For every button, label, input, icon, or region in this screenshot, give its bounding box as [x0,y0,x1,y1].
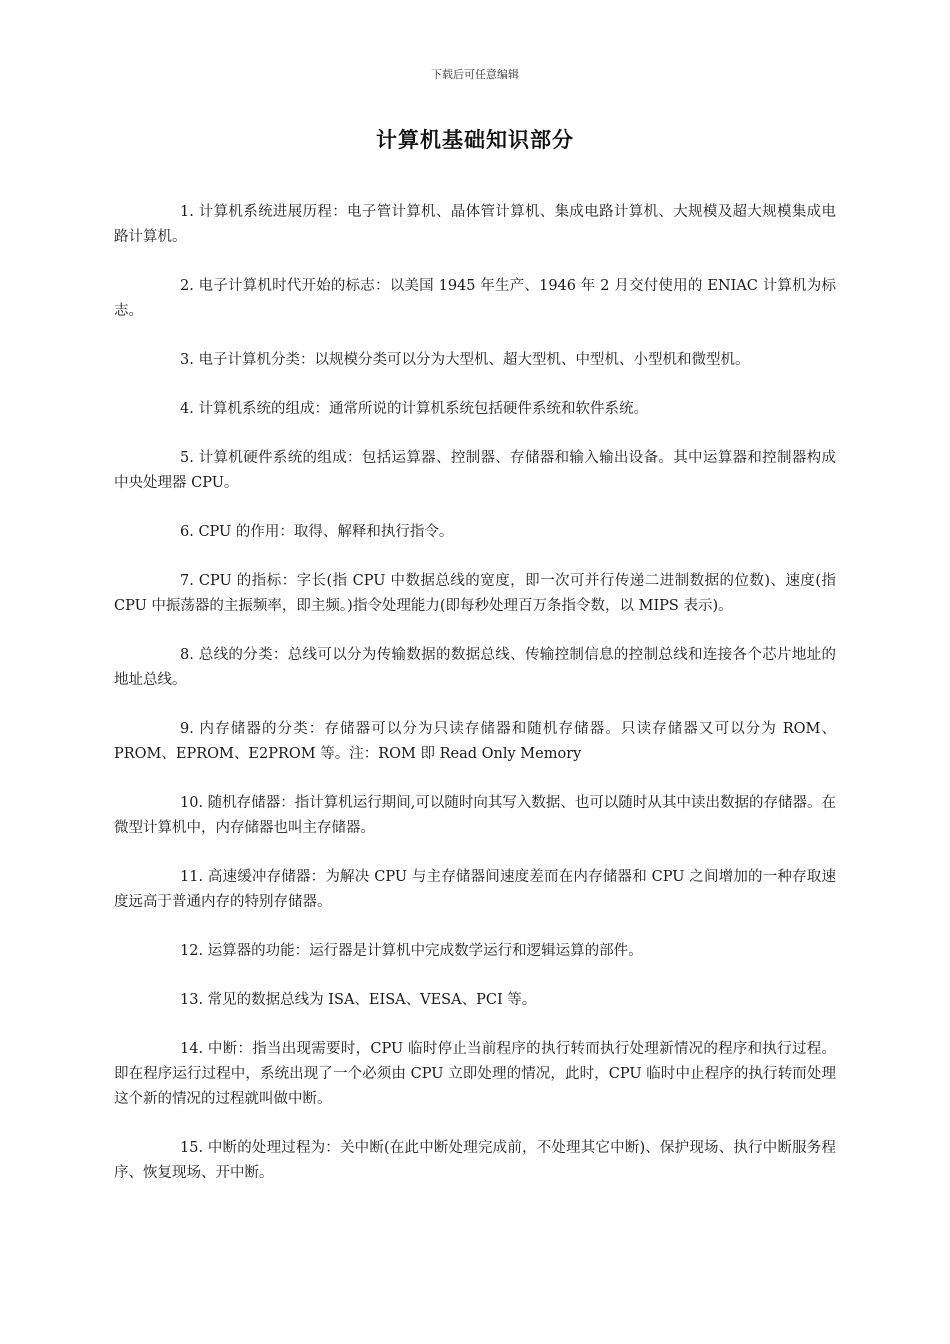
header-note: 下载后可任意编辑 [431,68,519,81]
paragraph-6: 6. CPU 的作用：取得、解释和执行指令。 [180,524,454,540]
paragraph-4: 4. 计算机系统的组成：通常所说的计算机系统包括硬件系统和软件系统。 [180,401,648,417]
paragraph-2: 2. 电子计算机时代开始的标志：以美国 1945 年生产、1946 年 2 月交付使用的 ENIAC 计算机为标志。 [114,278,836,319]
paragraph-13: 13. 常见的数据总线为 ISA、EISA、VESA、PCI 等。 [180,992,537,1008]
paragraph-10: 10. 随机存储器：指计算机运行期间,可以随时向其写入数据、也可以随时从其中读出数据的存储器。在微型计算机中，内存储器也叫主存储器。 [114,795,836,836]
paragraph-8: 8. 总线的分类：总线可以分为传输数据的数据总线、传输控制信息的控制总线和连接各个芯片地址的地址总线。 [114,647,836,688]
paragraph-12: 12. 运算器的功能：运行器是计算机中完成数学运行和逻辑运算的部件。 [180,943,643,959]
paragraph-15: 15. 中断的处理过程为：关中断(在此中断处理完成前，不处理其它中断)、保护现场、执行中断服务程序、恢复现场、开中断。 [114,1140,836,1181]
paragraph-11: 11. 高速缓冲存储器：为解决 CPU 与主存储器间速度差而在内存储器和 CPU 之间增加的一种存取速度远高于普通内存的特别存储器。 [114,869,836,910]
paragraph-3: 3. 电子计算机分类：以规模分类可以分为大型机、超大型机、中型机、小型机和微型机。 [180,352,750,368]
document-title: 计算机基础知识部分 [376,127,574,152]
paragraph-7: 7. CPU 的指标：字长(指 CPU 中数据总线的宽度，即一次可并行传递二进制数据的位数)、速度(指 CPU 中振荡器的主振频率，即主频。)指令处理能力(即每秒处理百万条指令数，以 MIPS 表示)。 [114,573,836,614]
paragraph-1: 1. 计算机系统进展历程：电子管计算机、晶体管计算机、集成电路计算机、大规模及超大规模集成电路计算机。 [114,204,836,245]
paragraph-14: 14. 中断：指当出现需要时，CPU 临时停止当前程序的执行转而执行处理新情况的程序和执行过程。即在程序运行过程中，系统出现了一个必须由 CPU 立即处理的情况，此时，CPU 临时中止程序的执行转而处理这个新的情况的过程就叫做中断。 [114,1041,836,1107]
document-body [114,200,836,1210]
paragraph-9: 9. 内存储器的分类：存储器可以分为只读存储器和随机存储器。只读存储器又可以分为 ROM、PROM、EPROM、E2PROM 等。注：ROM 即 Read Only Memory [114,721,836,762]
paragraph-5: 5. 计算机硬件系统的组成：包括运算器、控制器、存储器和输入输出设备。其中运算器和控制器构成中央处理器 CPU。 [114,450,836,491]
